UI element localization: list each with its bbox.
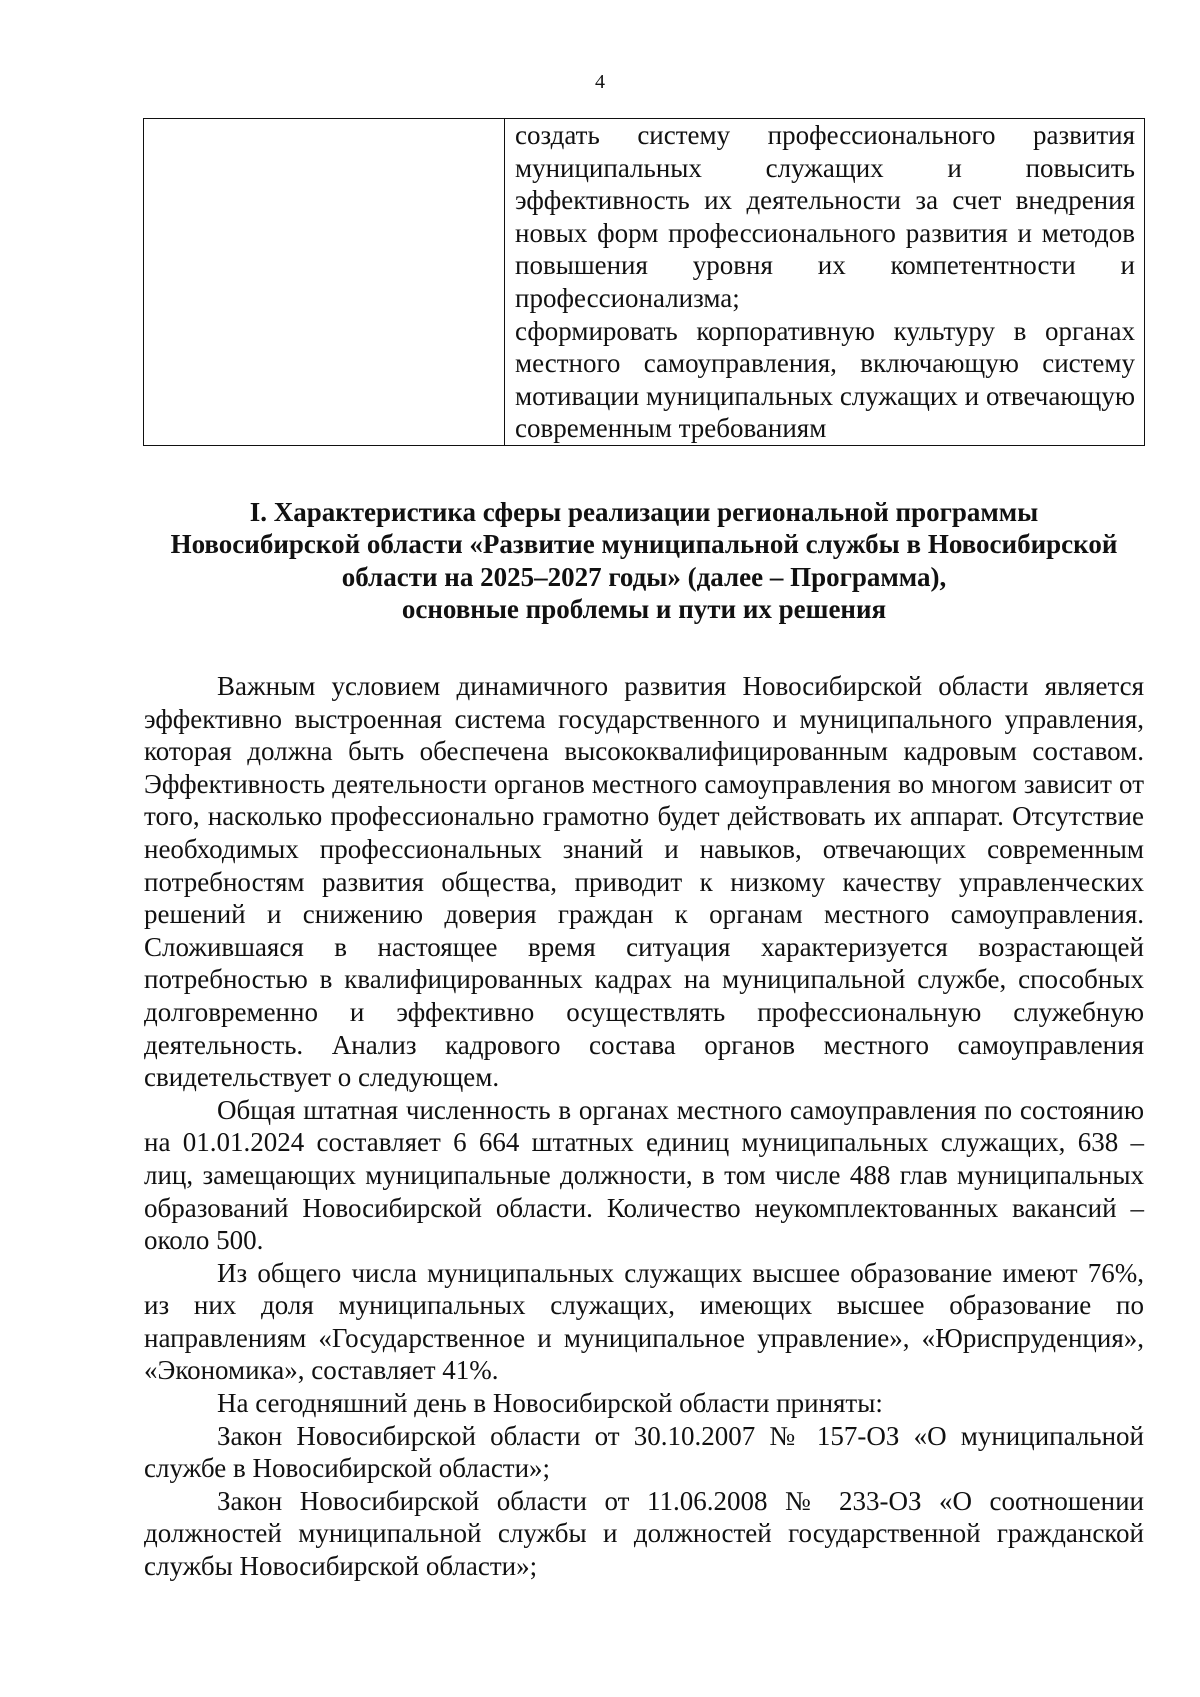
paragraph: Из общего числа муниципальных служащих высшее образование имеют 76%, из них доля муниципальных служащих, имеющих высшее образование по направлениям «Государственное и муниципальное управление», «Юриспруденция», «Экономика», составляет 41%. (144, 1257, 1144, 1386)
table-cell-right (505, 119, 1145, 446)
page-number: 4 (595, 71, 605, 93)
table-row (144, 119, 1145, 446)
table-cell-paragraph: сформировать корпоративную культуру в органах местного самоуправления, включающую систему мотивации муниципальных служащих и отвечающую современным требованиям (515, 315, 1135, 444)
paragraph: Важным условием динамичного развития Новосибирской области является эффективно выстроенная система государственного и муниципального управления, которая должна быть обеспечена высококвалифицированным кадровым составом. Эффективность деятельности органов местного самоуправления во многом зависит от того, насколько профессионально грамотно будет действовать их аппарат. Отсутствие необходимых профессиональных знаний и навыков, отвечающих современным потребностям развития общества, приводит к низкому качеству управленческих решений и снижению доверия граждан к органам местного самоуправления. Сложившаяся в настоящее время ситуация характеризуется возрастающей потребностью в квалифицированных кадрах на муниципальной службе, способных долговременно и эффективно осуществлять профессиональную служебную деятельность. Анализ кадрового состава органов местного самоуправления свидетельствует о следующем. (144, 671, 1144, 1093)
table-cell-paragraph: создать систему профессионального развития муниципальных служащих и повысить эффективность их деятельности за счет внедрения новых форм профессионального развития и методов повышения уровня их компетентности и профессионализма; (515, 120, 1135, 313)
paragraph: Общая штатная численность в органах местного самоуправления по состоянию на 01.01.2024 составляет 6 664 штатных единиц муниципальных служащих, 638 – лиц, замещающих муниципальные должности, в том числе 488 глав муниципальных образований Новосибирской области. Количество неукомплектованных вакансий – около 500. (144, 1094, 1144, 1256)
heading-line: Новосибирской области «Развитие муниципальной службы в Новосибирской (170, 529, 1118, 560)
goals-table (143, 118, 1145, 446)
section-heading (140, 496, 1148, 625)
paragraph: На сегодняшний день в Новосибирской области приняты: (217, 1388, 883, 1419)
paragraph: Закон Новосибирской области от 30.10.2007 № 157-ОЗ «О муниципальной службе в Новосибирской области»; (144, 1420, 1144, 1484)
paragraph: Закон Новосибирской области от 11.06.2008 № 233-ОЗ «О соотношении должностей муниципальной службы и должностей государственной гражданской службы Новосибирской области»; (144, 1485, 1144, 1582)
heading-line: основные проблемы и пути их решения (401, 593, 887, 624)
table-cell-left (144, 119, 505, 446)
heading-line: I. Характеристика сферы реализации региональной программы (249, 497, 1039, 527)
heading-line: области на 2025–2027 годы» (далее – Программа), (341, 561, 947, 592)
body-text (144, 670, 1144, 1583)
